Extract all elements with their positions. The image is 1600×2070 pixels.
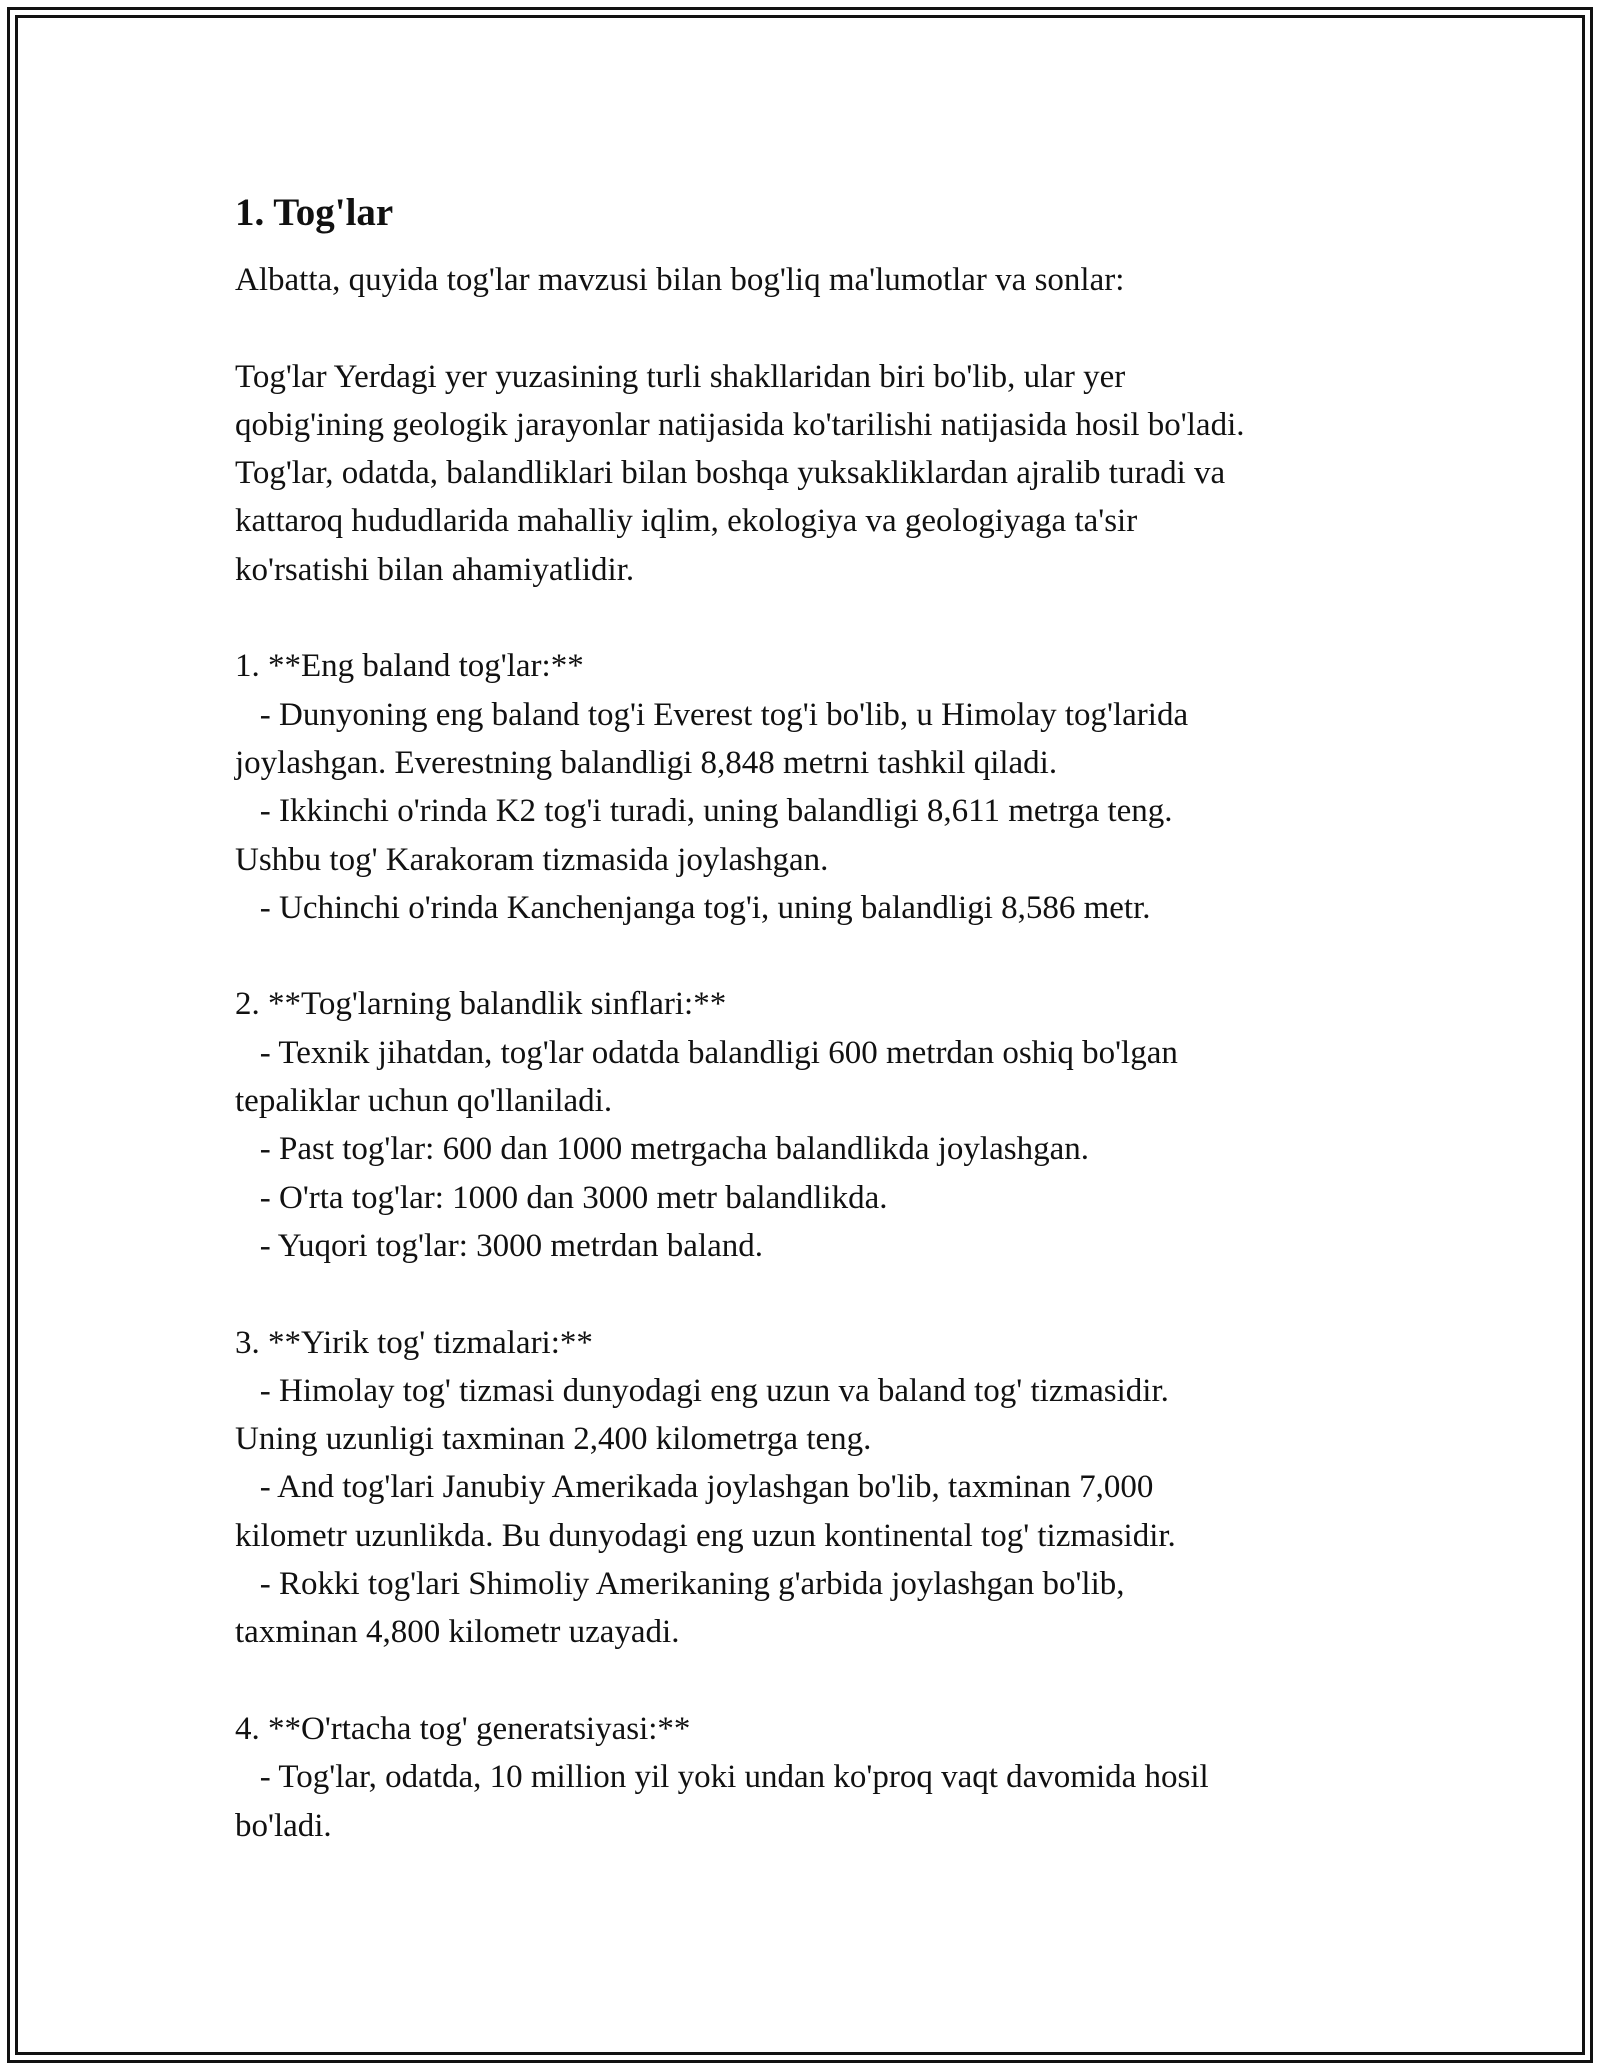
document-text	[235, 256, 1375, 1850]
text-line: kilometr uzunlikda. Bu dunyodagi eng uzun kontinental tog' tizmasidir.	[235, 1517, 1176, 1554]
list-item: - Uchinchi o'rinda Kanchenjanga tog'i, uning balandligi 8,586 metr.	[235, 889, 1151, 926]
list-item: - And tog'lari Janubiy Amerikada joylashgan bo'lib, taxminan 7,000	[235, 1469, 1154, 1506]
list-item: - O'rta tog'lar: 1000 dan 3000 metr balandlikda.	[235, 1179, 888, 1216]
blank-line	[235, 304, 1375, 352]
list-item: - Tog'lar, odatda, 10 million yil yoki undan ko'proq vaqt davomida hosil	[235, 1759, 1209, 1796]
document-title: 1. Tog'lar	[235, 191, 394, 234]
text-line: bo'ladi.	[235, 1807, 332, 1844]
list-item: - Dunyoning eng baland tog'i Everest tog'i bo'lib, u Himolay tog'larida	[235, 696, 1189, 733]
blank-line	[235, 1270, 1375, 1318]
text-line: qobig'ining geologik jarayonlar natijasida ko'tarilishi natijasida hosil bo'ladi.	[235, 406, 1245, 443]
section-heading: 3. **Yirik tog' tizmalari:**	[235, 1324, 593, 1361]
section-heading: 1. **Eng baland tog'lar:**	[235, 648, 584, 685]
text-line: Tog'lar Yerdagi yer yuzasining turli shakllaridan biri bo'lib, ular yer	[235, 358, 1126, 395]
list-item: - Texnik jihatdan, tog'lar odatda balandligi 600 metrdan oshiq bo'lgan	[235, 1034, 1178, 1071]
text-line: taxminan 4,800 kilometr uzayadi.	[235, 1614, 680, 1651]
text-line: tepaliklar uchun qo'llaniladi.	[235, 1083, 613, 1120]
section-heading: 2. **Tog'larning balandlik sinflari:**	[235, 986, 727, 1023]
blank-line	[235, 1657, 1375, 1705]
text-line: Albatta, quyida tog'lar mavzusi bilan bog'liq ma'lumotlar va sonlar:	[235, 262, 1125, 298]
blank-line	[235, 594, 1375, 642]
list-item: - Ikkinchi o'rinda K2 tog'i turadi, uning balandligi 8,611 metrga teng.	[235, 793, 1173, 830]
document-body	[235, 185, 1375, 1850]
list-item: - Himolay tog' tizmasi dunyodagi eng uzun va baland tog' tizmasidir.	[235, 1372, 1169, 1409]
text-line: Tog'lar, odatda, balandliklari bilan boshqa yuksakliklardan ajralib turadi va	[235, 455, 1226, 492]
text-line: Uning uzunligi taxminan 2,400 kilometrga teng.	[235, 1421, 872, 1458]
text-line: Ushbu tog' Karakoram tizmasida joylashgan.	[235, 841, 829, 878]
text-line: kattaroq hududlarida mahalliy iqlim, ekologiya va geologiyaga ta'sir	[235, 503, 1138, 540]
blank-line	[235, 932, 1375, 980]
text-line: joylashgan. Everestning balandligi 8,848 metrni tashkil qiladi.	[235, 744, 1058, 781]
list-item: - Rokki tog'lari Shimoliy Amerikaning g'arbida joylashgan bo'lib,	[235, 1566, 1125, 1603]
section-heading: 4. **O'rtacha tog' generatsiyasi:**	[235, 1710, 691, 1747]
list-item: - Past tog'lar: 600 dan 1000 metrgacha balandlikda joylashgan.	[235, 1131, 1089, 1168]
text-line: ko'rsatishi bilan ahamiyatlidir.	[235, 551, 635, 588]
list-item: - Yuqori tog'lar: 3000 metrdan baland.	[235, 1227, 764, 1264]
